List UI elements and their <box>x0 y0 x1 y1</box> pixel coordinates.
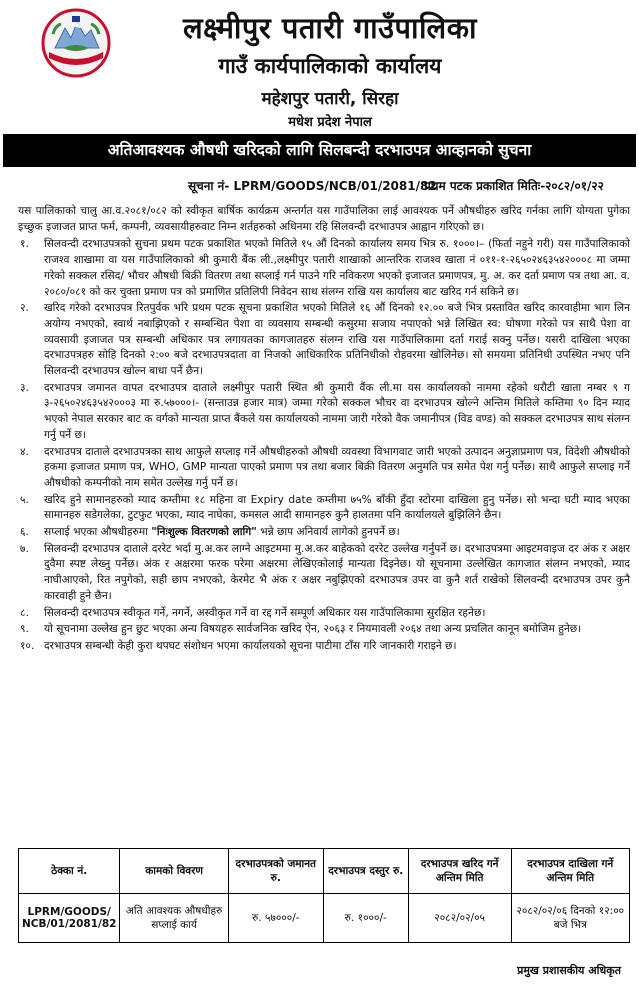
column-header: ठेक्का नं. <box>19 849 120 894</box>
condition-item <box>18 525 630 541</box>
item-number: २. <box>20 302 29 315</box>
table-row <box>19 894 630 943</box>
item-text: दरभाउपत्र दाताले दरभाउपत्रका साथ आफुले सप्लाइ गर्ने औषधीहरुको औषधी व्यवस्था विभागवाट जारी भएको उत्पादन अनुज्ञाप्रमाण पत्र, विदेशी औषधीको हकमा इजाजत प्रमाण पत्र, WHO, GMP मान्यता पाएको प्रमाण पत्र तथा बजार बिक्री वितरण अनुमति पत्र समेत पेश गर्नु पर्नेछ। साथै आफुले सप्लाइ गर्ने औषधीको कम्पनीको नाम समेत उल्लेख गर्नु पर्ने छ। <box>44 445 630 489</box>
table-cell: अति आवश्यक औषधीहरु सप्लाई कार्य <box>120 894 228 943</box>
letterhead <box>0 0 639 133</box>
condition-item <box>18 381 630 444</box>
item-text: सिलवन्दी दरभाउपत्रको सुचना प्रथम पटक प्रकाशित भएको मितिले १५ औं दिनको कार्यालय समय भित्र रु. १०००।– (फिर्ता नहुने गरी) यस गाउँपालिकाको राजश्व शाखामा वा यस गाउँपालिकाको श्री कुमारी बैंक ली.,लक्ष्मीपुर पतारी शाखाको आन्तरिक राजश्व खाता नं ०११-१-२६५०२४६३५४२०००८ मा जम्मा गरेको सक्कल रसिद/ भौचर औषधी बिक्री वितरण तथा सप्लाई गर्न पाउने गरि नविकरण भएको इजाजत प्रमाणपत्र, मु. अ. कर दर्ता प्रमाण पत्र तथा आ. व. २०८०/०८१ को कर चुक्ता प्रमाण पत्र को प्रमाणित प्रतिलिपी निवेदन साथ संलग्न राखि यस कार्यालय बाट खरिद गर्न सकिने छ। <box>44 238 630 298</box>
province-name: मधेश प्रदेश नेपाल <box>288 115 372 130</box>
table-cell: २०८२/०२/०५ <box>408 894 511 943</box>
item-number: १०. <box>20 639 35 652</box>
publish-date: प्रथम पटक प्रकाशित मितिः-२०८२/०१/२२ <box>424 179 604 193</box>
item-text: दरभाउपत्र जमानत वापत दरभाउपत्र दाताले लक्ष्मीपुर पतारी स्थित श्री कुमारी वैंक ली.मा यस कार्यालयको नाममा रहेको धरौटी खाता नम्बर ९ ग ३-२६५०२४६३५४२०००३ मा रु.५७०००।- (सन्ताउन्न हजार मात्र) जम्मा गरेको सक्कल भौचर वा दरभाउपत्र खोल्ने अन्तिम मितिले कम्तिमा ९० दिन म्याद भएको नेपाल सरकार बाट क वर्गको मान्यता प्राप्त बैंकले यस कार्यालयको नाममा जारी गरेको वैक जमानीपत्र (विड वण्ड) को सक्कल दरभाउपत्र साथ संलग्न गर्नु पर्ने छ। <box>44 381 630 441</box>
item-text: खरिद गरेको दरभाउपत्र रितपुर्वक भरि प्रथम पटक सूचना प्रकाशित भएको मितिले १६ औं दिनको १२.०० बजे भित्र प्रस्तावित खरिद कारवाहीमा भाग लिन अयोग्य नभएको, स्वार्थ नबाझिएको र सम्बन्धित पेशा वा व्यवसाय सम्बन्धी कसुरमा सजाय नपाएको भन्ने लिखित स्व: घोषणा गरेको पत्र साथै पेशा वा व्यवसायी इजाजत पत्र सम्बन्धी अधिकार पत्र लगायतका कागजातहरु संलग्न राखि यस गाउँपालिकामा दर्ता गराई सक्नु पर्नेछ। यसरी दाखिला भएका दरभाउपत्रहरु सोहि दिनको २:०० बजे दरभाउपत्रदाता वा निजको आधिकारिक प्रतिनिधीको रोहवरमा खोलिनेछ। सो समयमा प्रतिनिधी उपस्थित नभए पनि सिलवन्दी दरभाउपत्र खोल्न बाधा पर्ने छैन। <box>44 302 630 378</box>
condition-item <box>18 493 630 524</box>
item-text: भन्ने छाप अनिवार्य लागेको हुनपर्ने छ। <box>256 526 400 539</box>
table-cell: LPRM/GOODS/ NCB/01/2081/82 <box>19 894 120 943</box>
condition-item <box>18 639 630 655</box>
item-number: ८. <box>20 606 29 619</box>
item-text: सप्लाई भएका औषधीहरुमा <box>44 526 152 539</box>
item-number: ४. <box>20 445 29 458</box>
office-location: महेशपुर पतारी, सिरहा <box>261 89 399 109</box>
notice-meta <box>0 177 639 197</box>
item-number: १. <box>20 238 29 251</box>
condition-item <box>18 445 630 492</box>
column-header: दरभाउपत्र दस्तुर रु. <box>323 849 408 894</box>
office-name: गाउँ कार्यपालिकाको कार्यालय <box>218 54 442 78</box>
column-header: कामको विवरण <box>120 849 228 894</box>
tender-details-table <box>18 848 630 943</box>
table-cell: रु. ५७०००/- <box>228 894 323 943</box>
nepal-government-emblem-icon <box>41 8 111 78</box>
table-cell: २०८२/०२/०६ दिनको १२:०० बजे भित्र <box>511 894 629 943</box>
column-header: दरभाउपत्रको जमानत रु. <box>228 849 323 894</box>
notice-number: सूचना नं- LPRM/GOODS/NCB/01/2081/82 <box>188 179 437 193</box>
condition-item <box>18 237 630 300</box>
condition-item <box>18 622 630 638</box>
item-text: दरभाउपत्र सम्बन्धी केही कुरा थपघट संशोधन भएमा कार्यालयको सूचना पाटीमा टाँस गरि जानकारी गराइने छ। <box>44 639 457 652</box>
item-text: सिलवन्दी दरभाउपत्र स्वीकृत गर्ने, नगर्ने, अस्वीकृत गर्ने वा रद्द गर्ने सम्पूर्ण अधिकार यस गाउँपालिकामा सुरक्षित रहनेछ। <box>44 606 486 619</box>
signatory-title: प्रमुख प्रशासकीय अधिकृत <box>517 964 621 977</box>
item-text: खरिद हुने सामानहरुको म्याद कम्तीमा १८ महिना वा Expiry date कम्तीमा ७५% बाँकी हुँदा स्टोरमा दाखिला हुनु पर्नेछ। सो भन्दा घटी म्याद भएका सामानहरु सडेगलेका, टुटफुट भएका, म्याद नाघेका, कमसल आदी सामानहरु कुनै हालतमा पनि कार्यालयले बुझिलिने छैन। <box>44 493 630 522</box>
item-number: ७. <box>20 542 29 555</box>
item-number: ५. <box>20 493 29 506</box>
condition-item <box>18 301 630 380</box>
item-number: ६. <box>20 526 29 539</box>
table-cell: रु. १०००/- <box>323 894 408 943</box>
condition-item <box>18 542 630 605</box>
column-header: दरभाउपत्र दाखिला गर्ने अन्तिम मिति <box>511 849 629 894</box>
item-text: यो सूचनामा उल्लेख हुन छुट भएका अन्य विषयहरु सार्वजनिक खरिद ऐन, २०६३ र नियमावली २०६४ तथा अन्य प्रचलित कानून बमोजिम हुनेछ। <box>44 623 582 636</box>
column-header: दरभाउपत्र खरिद गर्ने अन्तिम मिति <box>408 849 511 894</box>
notice-body <box>18 204 630 656</box>
item-number: ३. <box>20 381 29 394</box>
table-header-row <box>19 849 630 894</box>
municipality-name: लक्ष्मीपुर पतारी गाउँपालिका <box>183 11 477 45</box>
intro-paragraph: यस पालिकाको चालु आ.व.२०८१/०८२ को स्वीकृत बार्षिक कार्यक्रम अन्तर्गत यस गाउँपालिका लाई आवश्यक पर्ने औषधीहरु खरिद गर्नका लागि योग्यता पुगेका इच्छुक इजाजत प्राप्त फर्म, कम्पनी, व्यवसायीहरुवाट निम्न शर्तहरुको अधिनमा रहि सिलवन्दी दरभाउपत्र आह्वान गरिएको छ। <box>18 205 630 233</box>
item-text: सिलवन्दी दरभाउपत्र दाताले दररेट भर्दा मु.अ.कर लाग्ने आइटममा मु.अ.कर बाहेकको दररेट उल्लेख गर्नुपर्ने छ। दरभाउपत्रमा आइटमवाइज दर अंक र अक्षर दुवैमा स्पष्ट लेख्नु पर्नेछ। अंक र अक्षरमा फरक परेमा अक्षरमा लेखिएकोलाई मान्यता दिइनेछ। यो सूचनामा उल्लेखित कागजात संलग्न नभएको, म्याद नाघीआएको, रित नपुगेको, सही छाप नभएको, केरमेट भै अंक र अक्षर नबुझिएको दरभाउपत्र उपर वा कुनै शर्त राखेको सिलवन्दी दरभाउपत्र उपर कुनै कारवाही हुने छैन। <box>44 542 630 602</box>
notice-title-banner: अतिआवश्यक औषधी खरिदको लागि सिलबन्दी दरभाउपत्र आव्हानको सुचना <box>3 134 636 167</box>
item-number: ९. <box>20 623 29 636</box>
condition-item <box>18 606 630 622</box>
free-distribution-stamp-text: "निःशुल्क वितरणको लागि" <box>151 526 257 539</box>
